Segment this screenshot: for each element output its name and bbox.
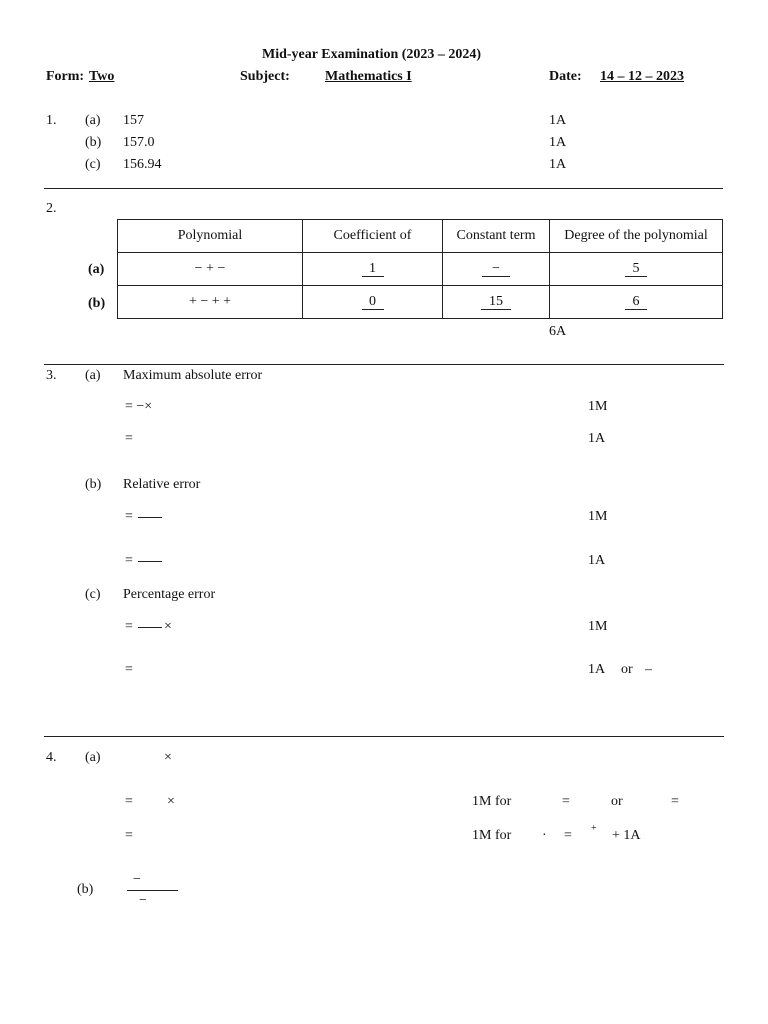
dot-sign: · bbox=[542, 828, 547, 843]
q2-mark: 6A bbox=[549, 324, 567, 339]
times-sign: × bbox=[167, 794, 175, 809]
coefficient-value: 0 bbox=[362, 295, 384, 310]
q1-number: 1. bbox=[46, 113, 57, 128]
times-sign: × bbox=[164, 750, 172, 765]
q3a-line1: = −× bbox=[125, 399, 153, 414]
equals-sign: = bbox=[564, 828, 572, 843]
equals-sign: = bbox=[562, 794, 570, 809]
fraction-bar bbox=[127, 890, 178, 891]
q3b-mark1: 1M bbox=[588, 509, 608, 524]
q3c-dash: – bbox=[645, 662, 652, 677]
subject-value: Mathematics I bbox=[325, 69, 412, 84]
table-row bbox=[118, 253, 723, 286]
q3b-title: Relative error bbox=[123, 477, 201, 492]
header-constant: Constant term bbox=[443, 220, 550, 253]
divider bbox=[44, 188, 723, 189]
q3c-label: (c) bbox=[85, 587, 101, 602]
q4-mark2-tail: + 1A bbox=[612, 828, 641, 843]
q3c-line1: = bbox=[125, 619, 133, 634]
equals-sign: = bbox=[671, 794, 679, 809]
fraction-bar bbox=[138, 627, 162, 628]
q1-part-answer: 157 bbox=[123, 113, 144, 128]
q1-part-label: (b) bbox=[85, 135, 102, 150]
equals-sign: = bbox=[125, 794, 133, 809]
q3a-title: Maximum absolute error bbox=[123, 368, 263, 383]
q3a-line2: = bbox=[125, 431, 133, 446]
q4b-numerator: − bbox=[133, 872, 141, 887]
constant-value: − bbox=[482, 262, 510, 277]
superscript-plus: + bbox=[591, 823, 597, 834]
q4-number: 4. bbox=[46, 750, 57, 765]
q4b-denominator: − bbox=[139, 893, 147, 908]
constant-cell bbox=[443, 286, 550, 319]
polynomial-cell bbox=[118, 253, 303, 286]
header-polynomial: Polynomial bbox=[118, 220, 303, 253]
q2-number: 2. bbox=[46, 201, 57, 216]
date-label: Date: bbox=[549, 69, 582, 84]
q3c-or: or bbox=[621, 662, 633, 677]
q4b-label: (b) bbox=[77, 882, 94, 897]
q1-part-answer: 156.94 bbox=[123, 157, 162, 172]
table-row bbox=[118, 286, 723, 319]
divider bbox=[44, 736, 724, 737]
constant-cell bbox=[443, 253, 550, 286]
q3c-mark2: 1A bbox=[588, 662, 606, 677]
coefficient-cell bbox=[303, 253, 443, 286]
form-label: Form: bbox=[46, 69, 85, 84]
q3a-label: (a) bbox=[85, 368, 101, 383]
q3c-line2: = bbox=[125, 662, 133, 677]
q1-part-answer: 157.0 bbox=[123, 135, 155, 150]
row-label: (a) bbox=[88, 262, 105, 277]
q1-part-label: (a) bbox=[85, 113, 101, 128]
q1-part-mark: 1A bbox=[549, 135, 567, 150]
q4a-label: (a) bbox=[85, 750, 101, 765]
q1-part-mark: 1A bbox=[549, 157, 567, 172]
degree-value: 5 bbox=[625, 262, 647, 277]
header-degree: Degree of the polynomial bbox=[550, 220, 723, 253]
header-coefficient: Coefficient of bbox=[303, 220, 443, 253]
constant-value: 15 bbox=[481, 295, 511, 310]
degree-cell bbox=[550, 253, 723, 286]
divider bbox=[44, 364, 724, 365]
q3c-mark1: 1M bbox=[588, 619, 608, 634]
q3b-mark2: 1A bbox=[588, 553, 606, 568]
or-text: or bbox=[611, 794, 623, 809]
subject-label: Subject: bbox=[240, 69, 290, 84]
fraction-bar bbox=[138, 561, 162, 562]
polynomial-table bbox=[117, 219, 723, 319]
q4-mark2: 1M for bbox=[472, 828, 512, 843]
polynomial-expression: − + − bbox=[194, 261, 226, 276]
q3-number: 3. bbox=[46, 368, 57, 383]
exam-title: Mid-year Examination (2023 – 2024) bbox=[262, 47, 482, 62]
coefficient-cell bbox=[303, 286, 443, 319]
q1-part-label: (c) bbox=[85, 157, 101, 172]
equals-sign: = bbox=[125, 828, 133, 843]
q3b-line2: = bbox=[125, 553, 133, 568]
q3a-mark1: 1M bbox=[588, 399, 608, 414]
degree-value: 6 bbox=[625, 295, 647, 310]
times-sign: × bbox=[164, 619, 172, 634]
polynomial-cell bbox=[118, 286, 303, 319]
q3c-title: Percentage error bbox=[123, 587, 216, 602]
q3b-label: (b) bbox=[85, 477, 102, 492]
coefficient-value: 1 bbox=[362, 262, 384, 277]
polynomial-expression: + − + + bbox=[188, 294, 232, 309]
form-value: Two bbox=[89, 69, 115, 84]
degree-cell bbox=[550, 286, 723, 319]
q3a-mark2: 1A bbox=[588, 431, 606, 446]
row-label: (b) bbox=[88, 296, 106, 311]
date-value: 14 – 12 – 2023 bbox=[600, 69, 684, 84]
q4-mark1: 1M for bbox=[472, 794, 512, 809]
q3b-line1: = bbox=[125, 509, 133, 524]
q1-part-mark: 1A bbox=[549, 113, 567, 128]
fraction-bar bbox=[138, 517, 162, 518]
